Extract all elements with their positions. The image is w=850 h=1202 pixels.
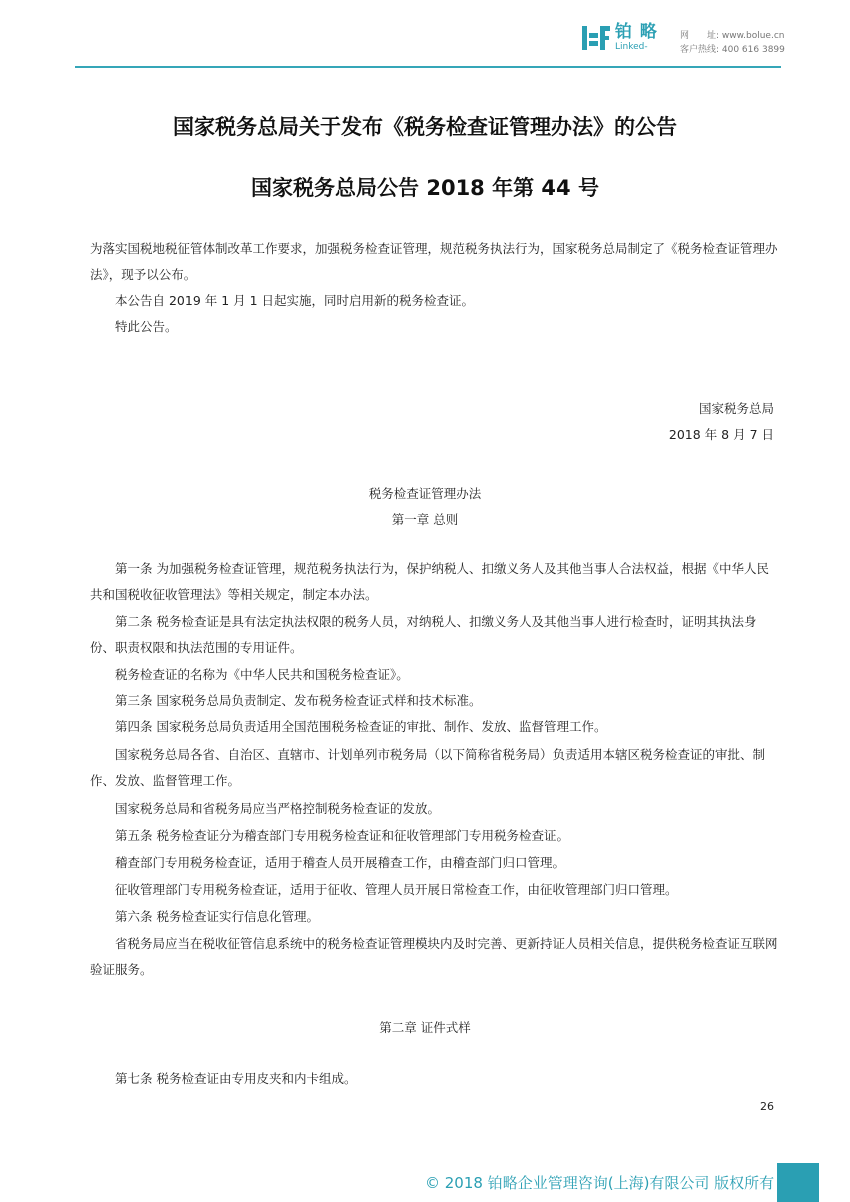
page-number: 26 [760,1100,774,1113]
article-paragraph: 第五条 税务检查证分为稽查部门专用税务检查证和征收管理部门专用税务检查证。 [90,828,569,843]
article-paragraph: 国家税务总局和省税务局应当严格控制税务检查证的发放。 [90,801,441,816]
chapter-heading: 第一章 总则 [391,512,459,527]
article-paragraph: 税务检查证的名称为《中华人民共和国税务检查证》。 [90,667,409,682]
header-divider [75,66,781,68]
signature-org: 国家税务总局 [698,401,774,416]
article-paragraph: 第三条 国家税务总局负责制定、发布税务检查证式样和技术标准。 [90,693,482,708]
intro-paragraph: 为落实国税地税征管体制改革工作要求，加强税务检查证管理，规范税务执法行为，国家税务总局制定了《税务检查证管理办法》，现予以公布。 [90,241,778,282]
footer-accent-block [777,1163,819,1202]
signature-date: 2018 年 8 月 7 日 [668,427,774,442]
logo-mark-icon [582,24,610,52]
article-paragraph: 第六条 税务检查证实行信息化管理。 [90,909,319,924]
article-paragraph: 稽查部门专用税务检查证，适用于稽查人员开展稽查工作，由稽查部门归口管理。 [90,855,566,870]
article-paragraph: 第一条 为加强税务检查证管理，规范税务执法行为，保护纳税人、扣缴义务人及其他当事人合法权益，根据《中华人民共和国税收征收管理法》等相关规定，制定本办法。 [90,561,769,602]
logo-name-en: Linked- [615,42,648,52]
logo-name-cn: 铂 略 [615,22,658,42]
company-logo [582,24,658,52]
article-paragraph: 省税务局应当在税收征管信息系统中的税务检查证管理模块内及时完善、更新持证人员相关信息，提供税务检查证互联网验证服务。 [90,936,778,977]
intro-paragraph: 本公告自 2019 年 1 月 1 日起实施，同时启用新的税务检查证。 [90,293,475,308]
article-paragraph: 征收管理部门专用税务检查证，适用于征收、管理人员开展日常检查工作，由征收管理部门归口管理。 [90,882,678,897]
article-paragraph: 第四条 国家税务总局负责适用全国范围税务检查证的审批、制作、发放、监督管理工作。 [90,719,607,734]
measures-title: 税务检查证管理办法 [368,486,482,501]
article-paragraph: 国家税务总局各省、自治区、直辖市、计划单列市税务局（以下简称省税务局）负责适用本辖区税务检查证的审批、制作、发放、监督管理工作。 [90,747,766,788]
chapter-heading: 第二章 证件式样 [379,1020,471,1035]
article-paragraph: 第二条 税务检查证是具有法定执法权限的税务人员，对纳税人、扣缴义务人及其他当事人进行检查时，证明其执法身份、职责权限和执法范围的专用证件。 [90,614,757,655]
announcement-title: 国家税务总局关于发布《税务检查证管理办法》的公告 [173,115,677,139]
announcement-number: 国家税务总局公告 2018 年第 44 号 [251,176,599,200]
contact-info [680,29,785,57]
website-text: 网 址: www.bolue.cn [680,31,785,41]
copyright-footer: © 2018 铂略企业管理咨询(上海)有限公司 版权所有 [425,1174,775,1192]
hotline-text: 客户热线: 400 616 3899 [680,45,785,55]
intro-paragraph: 特此公告。 [90,319,178,334]
article-paragraph: 第七条 税务检查证由专用皮夹和内卡组成。 [90,1071,357,1086]
